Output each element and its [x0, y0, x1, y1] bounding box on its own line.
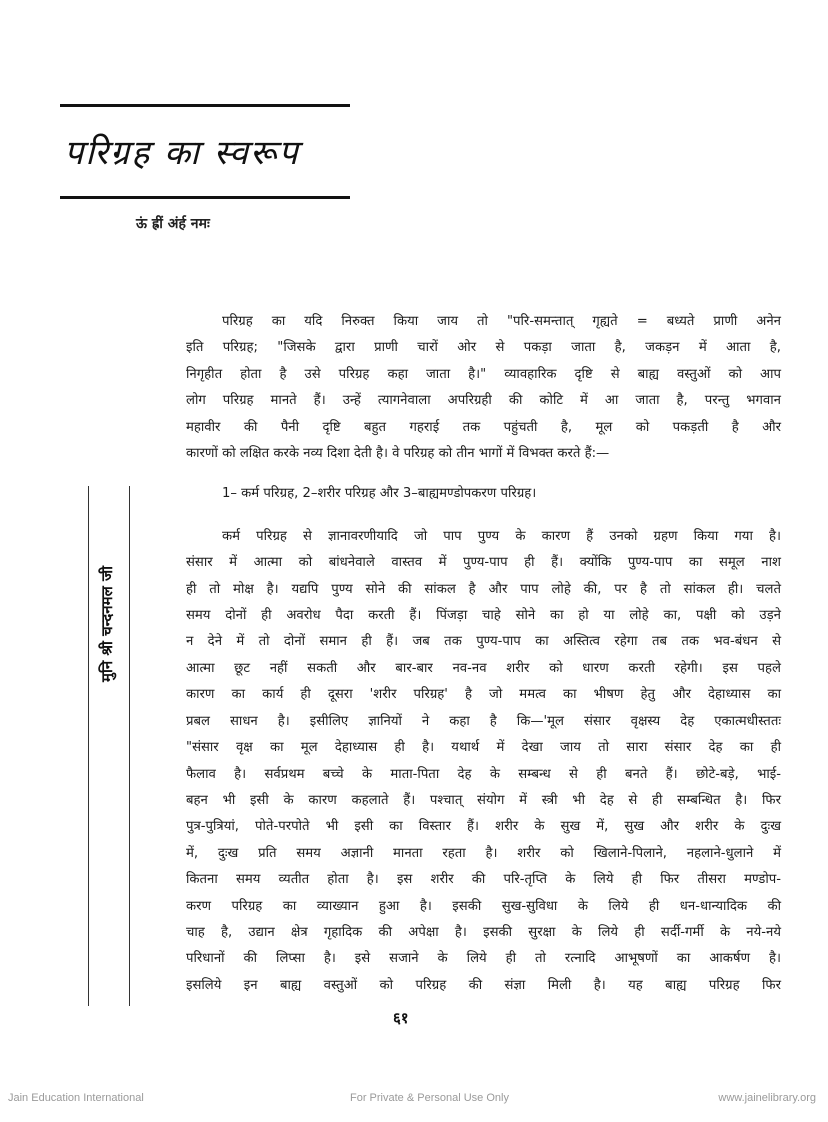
text-line: कर्म परिग्रह से ज्ञानावरणीयादि जो पाप पुण्य के कारण हैं उनको ग्रहण किया गया है।: [222, 528, 781, 544]
text-line: कारणों को लक्षित करके नव्य दिशा देती है। वे परिग्रह को तीन भागों में विभक्त करते हैं:—: [186, 446, 610, 462]
body-text: [186, 309, 781, 999]
footer-publisher: Jain Education International: [8, 1092, 144, 1104]
footer-usage-notice: For Private & Personal Use Only: [350, 1092, 509, 1104]
text-line: कितना समय व्यतीत होता है। इस शरीर की परि-तृप्ति के लिये ही फिर तीसरा मण्डोप-: [186, 872, 781, 888]
text-line: "संसार वृक्ष का मूल देहाध्यास ही है। यथार्थ में देखा जाय तो सारा संसार देह का ही: [186, 740, 781, 756]
footer: [0, 1092, 828, 1110]
page-number: ६१: [393, 1009, 409, 1027]
title-top-rule: [60, 104, 350, 107]
text-line: कारण का कार्य ही दूसरा 'शरीर परिग्रह' है जो ममत्व का भीषण हेतु और देहाध्यास का: [186, 687, 781, 703]
text-line: पुत्र-पुत्रियां, पोते-परपोते भी इसी का विस्तार हैं। शरीर के सुख में, सुख और शरीर के दुःख: [186, 819, 781, 835]
paragraph-1: [186, 309, 781, 467]
author-sidebar: [88, 486, 130, 1006]
text-line: परिधानों की लिप्सा है। इसे सजाने के लिये ही तो रत्नादि आभूषणों का आकर्षण है।: [186, 951, 781, 967]
chapter-title: परिग्रह का स्वरूप: [64, 133, 300, 173]
text-line: में, दुःख प्रति समय अज्ञानी मानता रहता है। शरीर को खिलाने-पिलाने, नहलाने-धुलाने में: [186, 845, 781, 861]
text-line: न देने में तो दोनों समान ही हैं। जब तक पुण्य-पाप का अस्तित्व रहेगा तब तक भव-बंधन से: [186, 634, 781, 650]
text-line: फैलाव है। सर्वप्रथम बच्चे के माता-पिता देह के सम्बन्ध से ही बनते हैं। छोटे-बड़े, भाई-: [186, 766, 781, 782]
text-line: ही तो मोक्ष है। यद्यपि पुण्य सोने की सांकल है और पाप लोहे की, पर है तो सांकल ही। चलते: [186, 581, 781, 597]
text-line: निगृहीत होता है उसे परिग्रह कहा जाता है।" व्यावहारिक दृष्टि से बाह्य वस्तुओं को आप: [186, 366, 781, 382]
text-line: प्रबल साधन है। इसीलिए ज्ञानियों ने कहा है कि—'मूल संसार वृक्षस्य देह एकात्मधीस्ततः: [186, 713, 781, 729]
text-line: इति परिग्रह; "जिसके द्वारा प्राणी चारों ओर से पकड़ा जाता है, जकड़न में आता है,: [186, 340, 781, 356]
footer-website-link[interactable]: www.jainelibrary.org: [718, 1092, 816, 1104]
parigraha-types-list: 1– कर्म परिग्रह, 2–शरीर परिग्रह और 3–बाह्यमण्डोपकरण परिग्रह।: [222, 486, 537, 502]
text-line: बहन भी इसी के कारण कहलाते हैं। पश्चात् संयोग में स्त्री भी देह से ही सम्बन्धित है। फिर: [186, 792, 781, 808]
text-line: करण परिग्रह का व्याख्यान हुआ है। इसकी सुख-सुविधा के लिये ही धन-धान्यादिक की: [186, 898, 781, 914]
text-line: समय दोनों ही अवरोध पैदा करती हैं। पिंजड़ा चाहे सोने का हो या लोहे का, पक्षी को उड़ने: [186, 608, 781, 624]
title-bottom-rule: [60, 196, 350, 199]
paragraph-2: [186, 524, 781, 999]
text-line: संसार में आत्मा को बांधनेवाले वास्तव में पुण्य-पाप ही हैं। क्योंकि पुण्य-पाप का समूल नाश: [186, 555, 781, 571]
text-line: इसलिये इन बाह्य वस्तुओं को परिग्रह की संज्ञा मिली है। यह बाह्य परिग्रह फिर: [186, 977, 781, 993]
text-line: आत्मा छूट नहीं सकती और बार-बार नव-नव शरीर को धारण करती रहेगी। इस पहले: [186, 660, 781, 676]
text-line: चाह है, उद्यान क्षेत्र गृहादिक की अपेक्षा है। इसकी सुरक्षा के लिये ही सर्दी-गर्मी के नये-नये: [186, 924, 781, 940]
author-name: मुनि श्री चन्दनमल जी: [98, 566, 116, 682]
text-line: लोग परिग्रह मानते हैं। उन्हें त्यागनेवाला अपरिग्रही की कोटि में आ जाता है, परन्तु भगवान: [186, 393, 781, 409]
text-line: महावीर की पैनी दृष्टि बहुत गहराई तक पहुंचती है, मूल को पकड़ती है और: [186, 419, 781, 435]
text-line: परिग्रह का यदि निरुक्त किया जाय तो "परि-समन्तात् गृह्यते = बध्यते प्राणी अनेन: [222, 314, 781, 329]
invocation-mantra: ऊं ह्रीं अंर्ह नमः: [136, 216, 210, 232]
